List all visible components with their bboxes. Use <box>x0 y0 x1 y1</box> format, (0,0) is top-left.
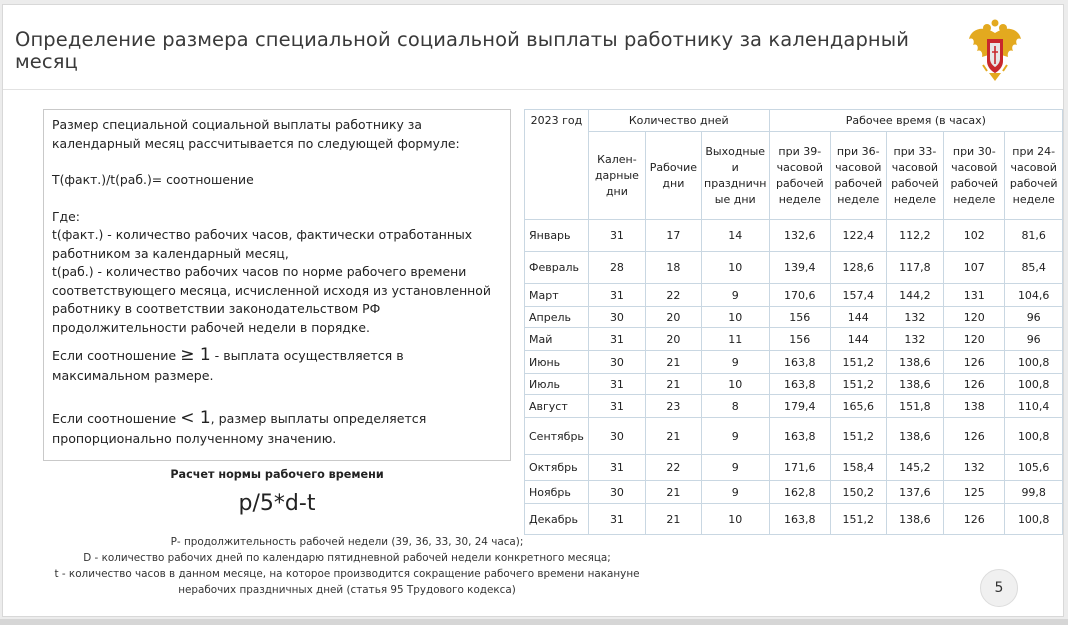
page-number: 5 <box>980 569 1018 607</box>
table-cell: 151,2 <box>830 418 886 455</box>
table-cell: 102 <box>944 220 1005 252</box>
table-cell: 144 <box>830 307 886 328</box>
table-cell: 126 <box>944 351 1005 374</box>
table-cell: 22 <box>646 455 702 481</box>
table-cell: 17 <box>646 220 702 252</box>
days-group-header: Количество дней <box>588 110 769 132</box>
table-row <box>525 220 1063 252</box>
table-cell: 163,8 <box>769 374 830 395</box>
table-cell: 163,8 <box>769 418 830 455</box>
table-cell: 139,4 <box>769 252 830 284</box>
table-cell: 132 <box>944 455 1005 481</box>
coat-of-arms-emblem-icon <box>965 19 1025 85</box>
table-cell: 137,6 <box>886 481 944 504</box>
table-cell: 31 <box>588 328 645 351</box>
table-cell: 163,8 <box>769 504 830 535</box>
table-cell: 126 <box>944 374 1005 395</box>
norm-legend <box>47 534 647 598</box>
legend-line: t - количество часов в данном месяце, на которое производится сокращение рабочего времени накануне <box>54 568 640 580</box>
bottom-strip <box>0 619 1068 625</box>
table-cell: 131 <box>944 284 1005 307</box>
table-cell: 125 <box>944 481 1005 504</box>
table-cell: 150,2 <box>830 481 886 504</box>
table-cell: 8 <box>701 395 769 418</box>
table-cell: 157,4 <box>830 284 886 307</box>
table-cell: 100,8 <box>1005 374 1063 395</box>
month-cell: Январь <box>525 220 589 252</box>
table-cell: 120 <box>944 328 1005 351</box>
condition-prop-prefix: Если соотношение <box>52 411 177 426</box>
table-cell: 163,8 <box>769 351 830 374</box>
month-cell: Июль <box>525 374 589 395</box>
table-cell: 104,6 <box>1005 284 1063 307</box>
table-cell: 21 <box>646 418 702 455</box>
table-cell: 31 <box>588 220 645 252</box>
condition-max-symbol: ≥ 1 <box>180 345 211 365</box>
table-cell: 20 <box>646 328 702 351</box>
t-rab-definition: t(раб.) - количество рабочих часов по норме рабочего времени соответствующего месяца, исчисленной исходя из установленной работнику в соответствии законодательством РФ продолжительности рабочей недели в порядке. <box>52 264 491 335</box>
table-cell: 165,6 <box>830 395 886 418</box>
table-cell: 14 <box>701 220 769 252</box>
table-cell: 138,6 <box>886 418 944 455</box>
table-cell: 18 <box>646 252 702 284</box>
where-label: Где: <box>52 208 80 224</box>
table-cell: 9 <box>701 481 769 504</box>
month-cell: Декабрь <box>525 504 589 535</box>
table-cell: 144 <box>830 328 886 351</box>
table-cell: 144,2 <box>886 284 944 307</box>
table-cell: 132 <box>886 307 944 328</box>
table-cell: 99,8 <box>1005 481 1063 504</box>
table-cell: 158,4 <box>830 455 886 481</box>
column-subheader: Рабочие дни <box>646 132 702 220</box>
month-cell: Ноябрь <box>525 481 589 504</box>
table-cell: 138 <box>944 395 1005 418</box>
formula-description-box <box>43 109 511 461</box>
table-cell: 171,6 <box>769 455 830 481</box>
table-cell: 11 <box>701 328 769 351</box>
legend-line: Р- продолжительность рабочей недели (39, 36, 33, 30, 24 часа); <box>170 536 524 548</box>
table-cell: 138,6 <box>886 504 944 535</box>
formula-intro: Размер специальной социальной выплаты работнику за календарный месяц рассчитывается по следующей формуле: <box>52 117 460 151</box>
table-cell: 100,8 <box>1005 351 1063 374</box>
table-cell: 21 <box>646 504 702 535</box>
table-cell: 120 <box>944 307 1005 328</box>
table-cell: 156 <box>769 307 830 328</box>
table-cell: 117,8 <box>886 252 944 284</box>
table-cell: 110,4 <box>1005 395 1063 418</box>
month-cell: Март <box>525 284 589 307</box>
column-subheader: Выходные и праздничн ые дни <box>701 132 769 220</box>
table-cell: 21 <box>646 351 702 374</box>
table-cell: 9 <box>701 284 769 307</box>
hours-group-header: Рабочее время (в часах) <box>769 110 1062 132</box>
norm-formula: p/5*d-t <box>238 491 316 516</box>
table-cell: 10 <box>701 374 769 395</box>
condition-max-prefix: Если соотношение <box>52 348 177 363</box>
table-row <box>525 418 1063 455</box>
table-cell: 100,8 <box>1005 504 1063 535</box>
condition-prop-symbol: < 1 <box>180 408 211 428</box>
table-cell: 138,6 <box>886 374 944 395</box>
table-cell: 31 <box>588 395 645 418</box>
table-cell: 132 <box>886 328 944 351</box>
title-divider <box>3 89 1063 90</box>
table-row <box>525 481 1063 504</box>
table-row <box>525 284 1063 307</box>
table-row <box>525 328 1063 351</box>
table-cell: 23 <box>646 395 702 418</box>
month-cell: Август <box>525 395 589 418</box>
table-cell: 122,4 <box>830 220 886 252</box>
formula-text: T(факт.)/t(раб.)= соотношение <box>52 172 254 187</box>
table-cell: 151,2 <box>830 374 886 395</box>
condition-max <box>52 345 502 386</box>
table-row <box>525 351 1063 374</box>
month-cell: Июнь <box>525 351 589 374</box>
table-row <box>525 252 1063 284</box>
presentation-slide <box>2 4 1064 617</box>
table-cell: 30 <box>588 481 645 504</box>
table-cell: 96 <box>1005 328 1063 351</box>
slide-title: Определение размера специальной социальной выплаты работнику за календарный месяц <box>15 28 910 73</box>
table-cell: 170,6 <box>769 284 830 307</box>
condition-max-text: - выплата осуществляется в максимальном размере. <box>52 348 404 383</box>
month-cell: Октябрь <box>525 455 589 481</box>
table-cell: 22 <box>646 284 702 307</box>
table-cell: 9 <box>701 418 769 455</box>
table-cell: 31 <box>588 504 645 535</box>
table-cell: 10 <box>701 307 769 328</box>
table-cell: 132,6 <box>769 220 830 252</box>
condition-proportional <box>52 408 502 449</box>
table-cell: 9 <box>701 351 769 374</box>
table-cell: 126 <box>944 418 1005 455</box>
table-cell: 81,6 <box>1005 220 1063 252</box>
month-cell: Апрель <box>525 307 589 328</box>
table-row <box>525 504 1063 535</box>
column-subheader: при 36- часовой рабочей неделе <box>830 132 886 220</box>
column-subheader: при 39- часовой рабочей неделе <box>769 132 830 220</box>
table-cell: 107 <box>944 252 1005 284</box>
table-cell: 10 <box>701 504 769 535</box>
work-time-table <box>524 109 1063 535</box>
table-cell: 105,6 <box>1005 455 1063 481</box>
table-cell: 20 <box>646 307 702 328</box>
month-cell: Сентябрь <box>525 418 589 455</box>
table-cell: 151,2 <box>830 351 886 374</box>
table-cell: 21 <box>646 481 702 504</box>
table-cell: 162,8 <box>769 481 830 504</box>
table-cell: 179,4 <box>769 395 830 418</box>
table-cell: 31 <box>588 455 645 481</box>
table-row <box>525 374 1063 395</box>
table-cell: 151,8 <box>886 395 944 418</box>
legend-line: нерабочих праздничных дней (статья 95 Трудового кодекса) <box>178 584 516 596</box>
table-row <box>525 455 1063 481</box>
column-subheader: при 30- часовой рабочей неделе <box>944 132 1005 220</box>
condition-prop-text: , размер выплаты определяется пропорционально полученному значению. <box>52 411 427 446</box>
table-cell: 9 <box>701 455 769 481</box>
table-cell: 85,4 <box>1005 252 1063 284</box>
month-cell: Май <box>525 328 589 351</box>
table-cell: 30 <box>588 351 645 374</box>
table-cell: 156 <box>769 328 830 351</box>
t-fact-definition: t(факт.) - количество рабочих часов, фактически отработанных работником за календарный месяц, <box>52 227 473 261</box>
month-cell: Февраль <box>525 252 589 284</box>
table-cell: 112,2 <box>886 220 944 252</box>
table-cell: 31 <box>588 284 645 307</box>
table-cell: 100,8 <box>1005 418 1063 455</box>
table-cell: 31 <box>588 374 645 395</box>
column-subheader: при 24- часовой рабочей неделе <box>1005 132 1063 220</box>
norm-calc-title: Расчет нормы рабочего времени <box>170 468 384 481</box>
table-cell: 28 <box>588 252 645 284</box>
table-cell: 126 <box>944 504 1005 535</box>
table-cell: 10 <box>701 252 769 284</box>
table-cell: 151,2 <box>830 504 886 535</box>
column-subheader: Кален- дарные дни <box>588 132 645 220</box>
legend-line: D - количество рабочих дней по календарю пятидневной рабочей недели конкретного месяца; <box>83 552 611 564</box>
table-cell: 30 <box>588 307 645 328</box>
table-cell: 138,6 <box>886 351 944 374</box>
work-time-table-container <box>524 109 1063 535</box>
table-cell: 145,2 <box>886 455 944 481</box>
table-cell: 96 <box>1005 307 1063 328</box>
table-cell: 128,6 <box>830 252 886 284</box>
table-row <box>525 307 1063 328</box>
table-cell: 21 <box>646 374 702 395</box>
table-row <box>525 395 1063 418</box>
column-subheader: при 33- часовой рабочей неделе <box>886 132 944 220</box>
table-cell: 30 <box>588 418 645 455</box>
year-header: 2023 год <box>525 110 589 220</box>
